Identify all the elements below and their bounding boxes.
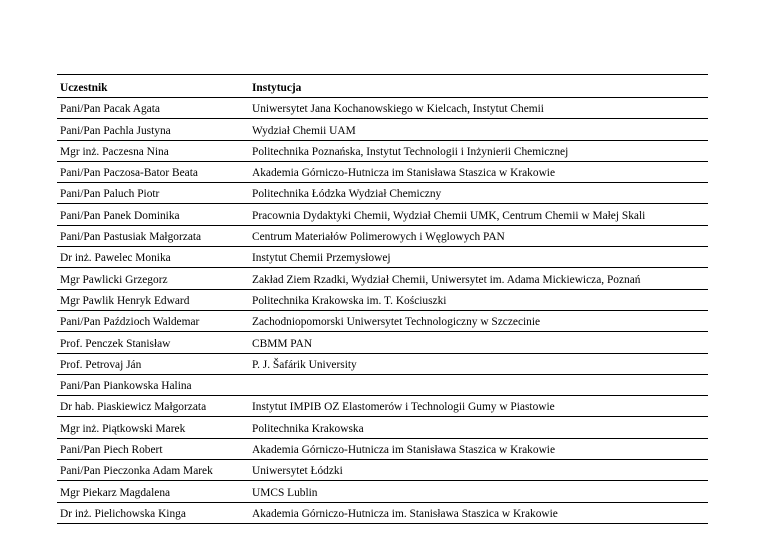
institution-cell: Akademia Górniczo-Hutnicza im Stanisława Staszica w Krakowie (249, 161, 708, 182)
table-row (57, 225, 708, 246)
participant-cell: Pani/Pan Pachla Justyna (57, 119, 249, 140)
table-row (57, 140, 708, 161)
institution-cell: Politechnika Łódzka Wydział Chemiczny (249, 183, 708, 204)
table-row (57, 119, 708, 140)
participant-cell: Prof. Petrovaj Ján (57, 353, 249, 374)
participant-cell: Mgr inż. Paczesna Nina (57, 140, 249, 161)
institution-cell: Politechnika Poznańska, Instytut Technologii i Inżynierii Chemicznej (249, 140, 708, 161)
institution-cell: Pracownia Dydaktyki Chemii, Wydział Chemii UMK, Centrum Chemii w Małej Skali (249, 204, 708, 225)
participant-cell: Dr inż. Pawelec Monika (57, 247, 249, 268)
participant-cell: Dr inż. Pielichowska Kinga (57, 502, 249, 523)
column-header-participant: Uczestnik (57, 75, 249, 98)
participant-cell: Dr hab. Piaskiewicz Małgorzata (57, 396, 249, 417)
institution-cell: Uniwersytet Łódzki (249, 460, 708, 481)
participant-cell: Pani/Pan Piech Robert (57, 438, 249, 459)
participant-cell: Mgr Piekarz Magdalena (57, 481, 249, 502)
institution-cell: Zachodniopomorski Uniwersytet Technologiczny w Szczecinie (249, 310, 708, 331)
institution-cell: Akademia Górniczo-Hutnicza im Stanisława Staszica w Krakowie (249, 438, 708, 459)
institution-cell: CBMM PAN (249, 332, 708, 353)
table-row (57, 396, 708, 417)
institution-cell: UMCS Lublin (249, 481, 708, 502)
table-body (57, 98, 708, 524)
institution-cell: Uniwersytet Jana Kochanowskiego w Kielcach, Instytut Chemii (249, 98, 708, 119)
table-row (57, 183, 708, 204)
participant-cell: Pani/Pan Paździoch Waldemar (57, 310, 249, 331)
table-row (57, 460, 708, 481)
participant-cell: Pani/Pan Pastusiak Małgorzata (57, 225, 249, 246)
table-row (57, 289, 708, 310)
participant-cell: Mgr Pawlicki Grzegorz (57, 268, 249, 289)
institution-cell: Akademia Górniczo-Hutnicza im. Stanisława Staszica w Krakowie (249, 502, 708, 523)
participant-cell: Pani/Pan Pacak Agata (57, 98, 249, 119)
table-row (57, 161, 708, 182)
table-row (57, 268, 708, 289)
participant-cell: Pani/Pan Piankowska Halina (57, 374, 249, 395)
institution-cell: Instytut Chemii Przemysłowej (249, 247, 708, 268)
participant-cell: Pani/Pan Paluch Piotr (57, 183, 249, 204)
table-row (57, 374, 708, 395)
table-row (57, 247, 708, 268)
participant-cell: Mgr inż. Piątkowski Marek (57, 417, 249, 438)
table-row (57, 332, 708, 353)
participant-cell: Pani/Pan Pieczonka Adam Marek (57, 460, 249, 481)
participant-cell: Pani/Pan Panek Dominika (57, 204, 249, 225)
table-row (57, 98, 708, 119)
institution-cell: Instytut IMPIB OZ Elastomerów i Technologii Gumy w Piastowie (249, 396, 708, 417)
institution-cell: Politechnika Krakowska (249, 417, 708, 438)
institution-cell: Centrum Materiałów Polimerowych i Węglowych PAN (249, 225, 708, 246)
table-row (57, 438, 708, 459)
institution-cell (249, 374, 708, 395)
table-row (57, 502, 708, 523)
column-header-institution: Instytucja (249, 75, 708, 98)
institution-cell: Politechnika Krakowska im. T. Kościuszki (249, 289, 708, 310)
participant-cell: Mgr Pawlik Henryk Edward (57, 289, 249, 310)
table-row (57, 204, 708, 225)
participant-cell: Pani/Pan Paczosa-Bator Beata (57, 161, 249, 182)
table-header-row (57, 75, 708, 98)
table-row (57, 310, 708, 331)
participants-table (57, 74, 708, 524)
institution-cell: Wydział Chemii UAM (249, 119, 708, 140)
table-row (57, 417, 708, 438)
table-row (57, 481, 708, 502)
institution-cell: P. J. Šafárik University (249, 353, 708, 374)
table-row (57, 353, 708, 374)
participant-cell: Prof. Penczek Stanisław (57, 332, 249, 353)
institution-cell: Zakład Ziem Rzadki, Wydział Chemii, Uniwersytet im. Adama Mickiewicza, Poznań (249, 268, 708, 289)
